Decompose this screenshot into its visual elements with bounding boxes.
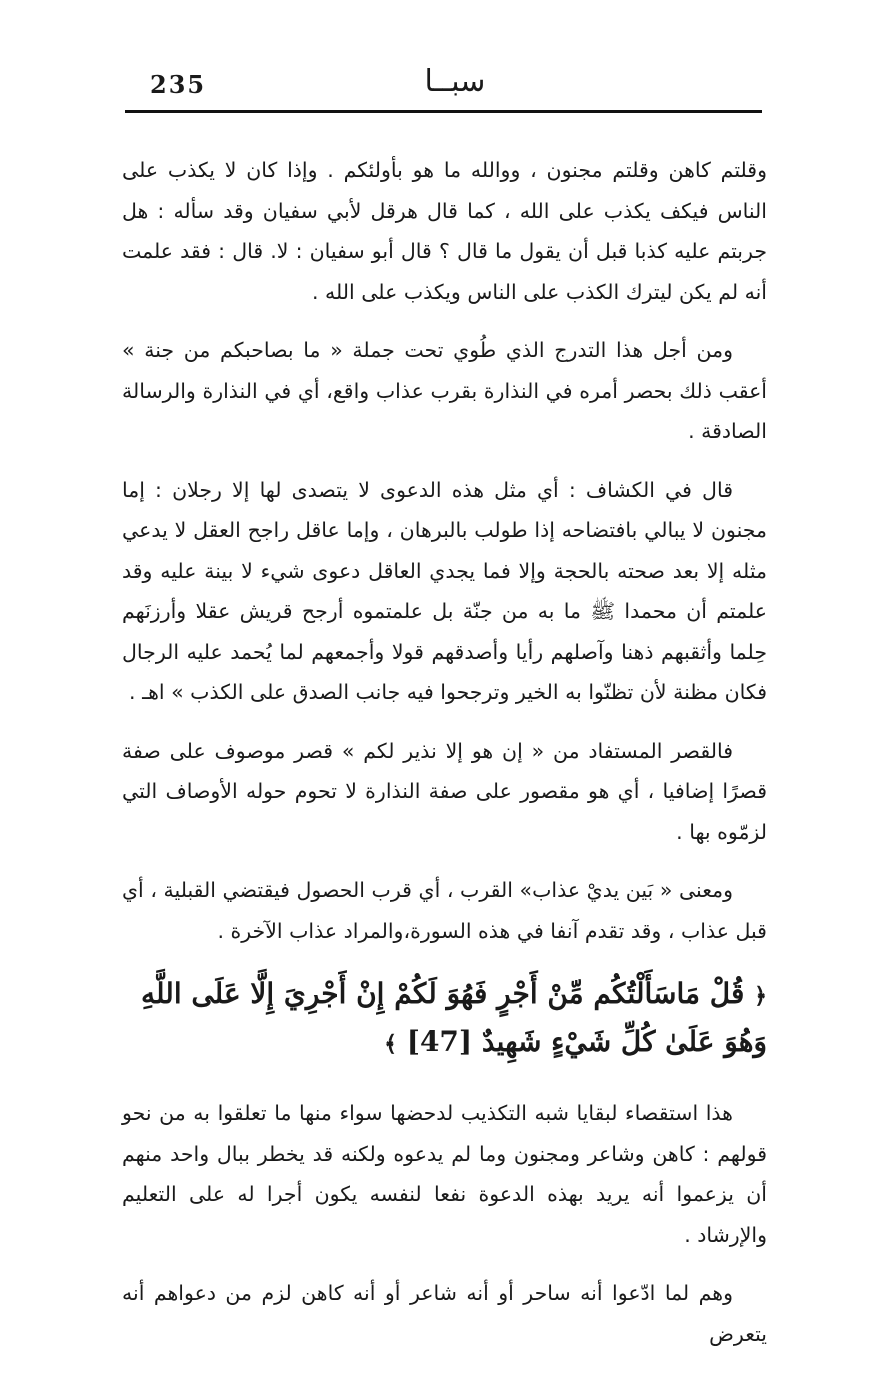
verse-text: قُلْ مَاسَأَلْتُكُم مِّنْ أَجْرٍ فَهُوَ لَكُمْ إِنْ أَجْرِيَ إِلَّا عَلَى اللَّهِ وَهُوَ عَلَىٰ كُلِّ شَيْءٍ شَهِيدٌ (141, 977, 767, 1058)
body-text (122, 150, 767, 1372)
header-rule (125, 110, 762, 113)
page-number: 235 (150, 70, 207, 99)
verse-open-bracket: ﴿ (754, 983, 767, 1009)
quran-verse (122, 971, 767, 1067)
paragraph: هذا استقصاء لبقايا شبه التكذيب لدحضها سواء منها ما تعلقوا به من نحو قولهم : كاهن وشاعر ومجنون وما لم يدعوه ولكنه قد يخطر ببال واحد منهم أن يزعموا أنه يريد بهذه الدعوة نفعا لنفسه يكون أجرا له على التعليم والإرشاد . (122, 1101, 767, 1247)
verse-close-bracket: ﴾ (384, 1031, 397, 1057)
paragraph: وهم لما ادّعوا أنه ساحر أو أنه شاعر أو أنه كاهن لزم من دعواهم أنه يتعرض (122, 1281, 767, 1346)
paragraph: ومن أجل هذا التدرج الذي طُوي تحت جملة « ما بصاحبكم من جنة » أعقب ذلك بحصر أمره في النذارة بقرب عذاب واقع، أي في النذارة والرسالة الصادقة . (122, 338, 767, 443)
paragraph: فالقصر المستفاد من « إن هو إلا نذير لكم » قصر موصوف على صفة قصرًا إضافيا ، أي هو مقصور على صفة النذارة لا تحوم حوله الأوصاف التي لزمّوه بها . (122, 738, 767, 844)
paragraph: ومعنى « بَين يديْ عذاب» القرب ، أي قرب الحصول فيقتضي القبلية ، أي قبل عذاب ، وقد تقدم آنفا في هذه السورة،والمراد عذاب الآخرة . (122, 878, 767, 943)
paragraph: وقلتم كاهن وقلتم مجنون ، ووالله ما هو بأولئكم . وإذا كان لا يكذب على الناس فيكف يكذب على الله ، كما قال هرقل لأبي سفيان وقد سأله : هل جربتم عليه كذبا قبل أن يقول ما قال ؟ قال أبو سفيان : لا. قال : فقد علمت أنه لم يكن ليترك الكذب على الناس ويكذب على الله . (122, 158, 767, 304)
verse-number: [47] (406, 1025, 473, 1058)
running-head: سبــا (424, 64, 486, 99)
paragraph: قال في الكشاف : أي مثل هذه الدعوى لا يتصدى لها إلا رجلان : إما مجنون لا يبالي بافتضاحه إذا طولب بالبرهان ، وإما عاقل راجح العقل لا يدعي مثله إلا بعد صحته بالحجة وإلا فما يجدي العاقل دعوى شيء لا بينة عليه وقد علمتم أن محمدا ﷺ ما به من جنّة بل علمتموه أرجح قريش عقلا وأرزنَهم حِلما وأثقبهم ذهنا وآصلهم رأيا وأصدقهم قولا وأجمعهم لما يُحمد عليه الرجال فكان مظنة لأن تظنّوا به الخير وترجحوا فيه جانب الصدق على الكذب » اهـ . (122, 477, 767, 704)
